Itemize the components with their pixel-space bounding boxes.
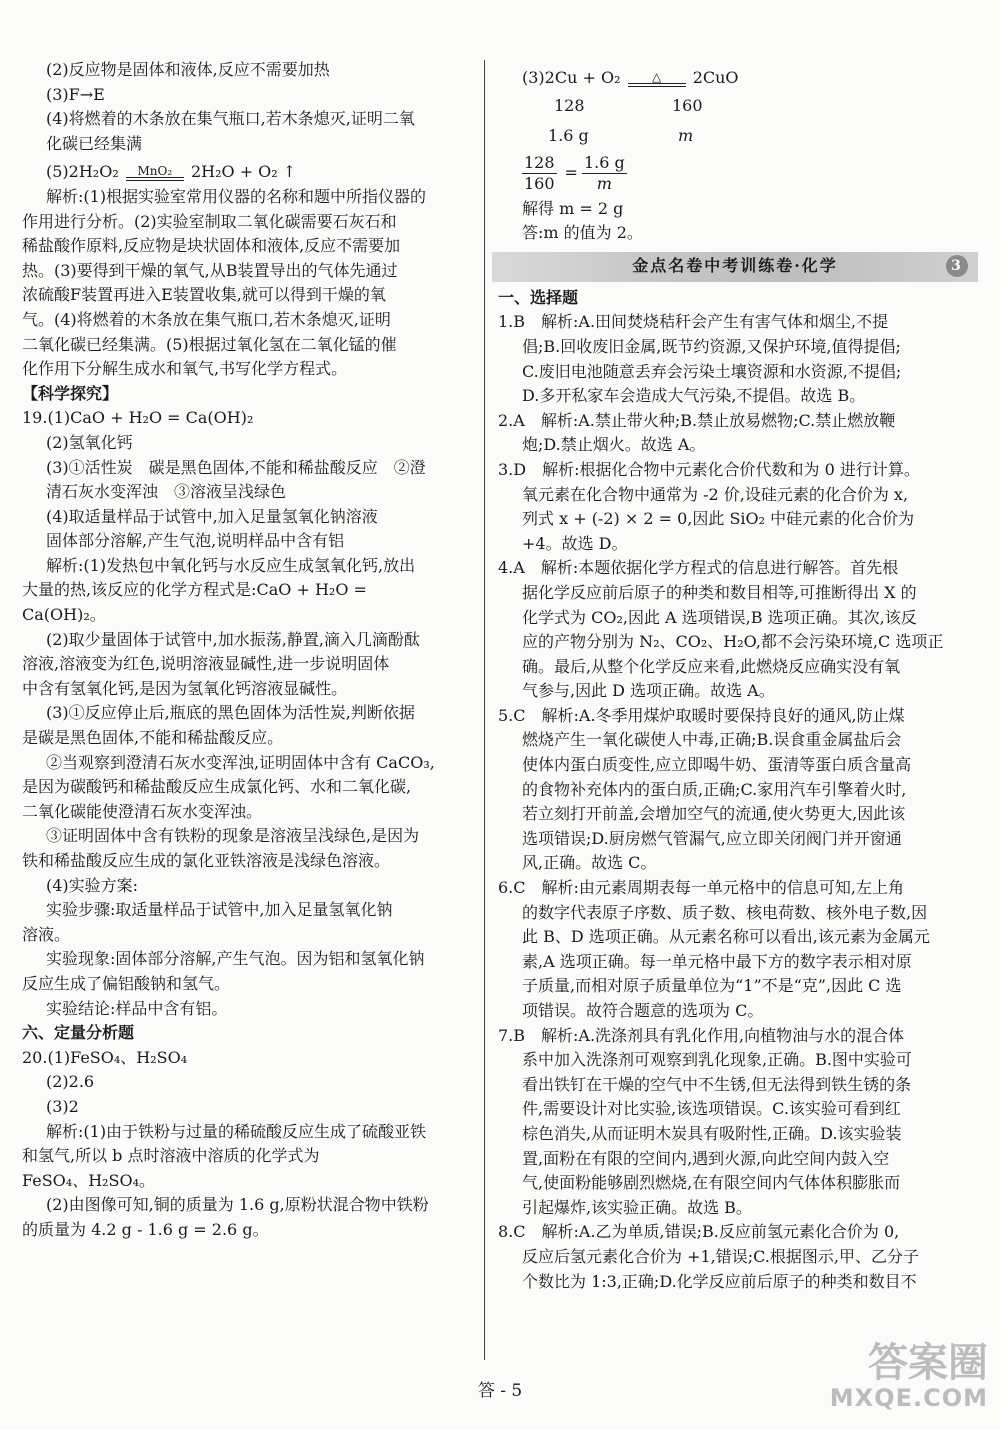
text-line: 和氢气,所以 b 点时溶液中溶质的化学式为 xyxy=(22,1146,320,1166)
equation-double-bar xyxy=(126,177,184,181)
section-heading: 一、选择题 xyxy=(498,287,579,307)
text-line: 答:m 的值为 2。 xyxy=(522,223,643,243)
text-line: (4)将燃着的木条放在集气瓶口,若木条熄灭,证明二氧 xyxy=(46,109,415,129)
text-line: D.多开私家车会造成大气污染,不提倡。故选 B。 xyxy=(522,386,866,406)
text-line: 风,正确。故选 C。 xyxy=(522,853,657,873)
section-banner xyxy=(492,252,978,282)
text-line: ②当观察到澄清石灰水变浑浊,证明固体中含有 CaCO₃, xyxy=(46,752,435,772)
text-line: (3)F→E xyxy=(46,84,105,104)
fraction-right: $\frac{1.6 g}{m}$ xyxy=(583,153,625,194)
equation-arrow xyxy=(126,165,184,181)
equation-right: 2CuO xyxy=(692,68,739,87)
molar-mass-cuo: 160 xyxy=(672,95,703,115)
text-line: (3)2 xyxy=(46,1096,79,1116)
text-line: 二氧化碳已经集满。(5)根据过氧化氢在二氧化锰的催 xyxy=(22,334,397,354)
text-line: 溶液,溶液变为红色,说明溶液显碱性,进一步说明固体 xyxy=(22,654,390,674)
equation-left: (3)2Cu + O₂ xyxy=(522,68,621,87)
text-line: 置,面粉在有限的空间内,遇到火源,向此空间内鼓入空 xyxy=(522,1148,890,1168)
text-line: 确。最后,从整个化学反应来看,此燃烧反应确实没有氧 xyxy=(522,656,901,676)
text-line: 是因为碳酸钙和稀盐酸反应生成氯化钙、水和二氧化碳, xyxy=(22,777,412,797)
left-column xyxy=(22,58,470,1243)
watermark-url: MXQE.COM xyxy=(829,1384,988,1412)
text-line: (4)实验方案: xyxy=(46,875,139,895)
text-line: 反应生成了偏铝酸钠和氢气。 xyxy=(22,973,231,993)
text-line: 是碳是黑色固体,不能和稀盐酸反应。 xyxy=(22,728,284,748)
text-line: FeSO₄、H₂SO₄。 xyxy=(22,1170,156,1190)
text-line: 看出铁钉在干燥的空气中不生锈,但无法得到铁生锈的条 xyxy=(522,1074,912,1094)
right-column xyxy=(498,58,976,1294)
watermark-title: 答案圈 xyxy=(868,1340,988,1386)
proportion xyxy=(498,151,976,197)
mass-row xyxy=(498,121,976,151)
text-line: 1.B 解析:A.田间焚烧秸秆会产生有害气体和烟尘,不提 xyxy=(498,312,889,332)
text-line: 解析:(1)发热包中氧化钙与水反应生成氢氧化钙,放出 xyxy=(46,555,416,575)
text-line: 倡;B.回收废旧金属,既节约资源,又保护环境,值得提倡; xyxy=(522,336,901,356)
text-line: 气,使面粉能够剧烈燃烧,在有限空间内气体体积膨胀而 xyxy=(522,1173,901,1193)
column-divider xyxy=(484,60,485,1360)
text-line: 化学式为 CO₂,因此 A 选项错误,B 选项正确。其次,该反 xyxy=(522,607,917,627)
equation-h2o2 xyxy=(22,160,470,185)
text-line: (2)由图像可知,铜的质量为 1.6 g,原粉状混合物中铁粉 xyxy=(46,1195,429,1215)
text-line: 化作用下分解生成水和氧气,书写化学方程式。 xyxy=(22,359,348,379)
text-line: 个数比为 1:3,正确;D.化学反应前后原子的种类和数目不 xyxy=(522,1271,917,1291)
text-line: (3)①反应停止后,瓶底的黑色固体为活性炭,判断依据 xyxy=(46,703,415,723)
equation-arrow xyxy=(628,71,686,87)
text-line: (3)①活性炭 碳是黑色固体,不能和稀盐酸反应 ②澄 xyxy=(46,457,426,477)
text-line: 气参与,因此 D 选项正确。故选 A。 xyxy=(522,681,775,701)
text-line: 件,需要设计对比实验,该选项错误。C.该实验可看到红 xyxy=(522,1099,901,1119)
text-line: 引起爆炸,该实验正确。故选 B。 xyxy=(522,1197,752,1217)
text-line: 的数字代表原子序数、质子数、核电荷数、核外电子数,因 xyxy=(522,902,928,922)
text-line: 素,A 选项正确。每一单元格中最下方的数字表示相对原 xyxy=(522,951,912,971)
text-line: 的食物补充体内的蛋白质,正确;C.家用汽车引擎着火时, xyxy=(522,779,907,799)
text-line: 选项错误;D.厨房燃气管漏气,应立即关闭阀门并开窗通 xyxy=(522,828,902,848)
text-line: 4.A 解析:本题依据化学方程式的信息进行解答。首先根 xyxy=(498,558,899,578)
text-line: 列式 x + (-2) × 2 = 0,因此 SiO₂ 中硅元素的化合价为 xyxy=(522,509,915,529)
ratio-row xyxy=(498,91,976,121)
banner-number: 3 xyxy=(946,255,968,277)
text-line: 热。(3)要得到干燥的氧气,从B装置导出的气体先通过 xyxy=(22,260,398,280)
text-line: 子质量,而相对原子质量单位为“1”不是“克”,因此 C 选 xyxy=(522,976,902,996)
text-line: 项错误。故符合题意的选项为 C。 xyxy=(522,1001,764,1020)
molar-mass-cu: 128 xyxy=(554,95,585,115)
text-line: 中含有氢氧化钙,是因为氢氧化钙溶液显碱性。 xyxy=(22,678,348,698)
text-line: (2)2.6 xyxy=(46,1072,95,1092)
text-line: 实验结论:样品中含有铝。 xyxy=(46,998,228,1018)
text-line: 棕色消失,从而证明木炭具有吸附性,正确。D.该实验装 xyxy=(522,1123,902,1143)
page-number: 答 - 5 xyxy=(477,1381,523,1401)
equation-right: 2H₂O + O₂ ↑ xyxy=(190,162,297,182)
text-line: 8.C 解析:A.乙为单质,错误;B.反应前氢元素化合价为 0, xyxy=(498,1222,900,1242)
text-line: 固体部分溶解,产生气泡,说明样品中含有铝 xyxy=(46,531,345,551)
text-line: 20.(1)FeSO₄、H₂SO₄ xyxy=(22,1047,188,1067)
equation-condition: MnO₂ xyxy=(137,163,173,178)
watermark-logo xyxy=(830,1342,988,1412)
text-line: 反应后氢元素化合价为 +1,错误;C.根据图示,甲、乙分子 xyxy=(522,1246,919,1266)
text-line: 燃烧产生一氧化碳使人中毒,正确;B.误食重金属盐后会 xyxy=(522,730,902,750)
equals-sign: = xyxy=(564,163,578,183)
text-line: (4)取适量样品于试管中,加入足量氢氧化钠溶液 xyxy=(46,506,378,526)
section-heading: 六、定量分析题 xyxy=(22,1023,135,1043)
equation-cu xyxy=(498,66,976,91)
text-line: 浓硫酸F装置再进入E装置收集,就可以得到干燥的氧 xyxy=(22,285,386,305)
text-line: 若立刻打开前盖,会增加空气的流通,使火势更大,因此该 xyxy=(522,804,906,824)
equation-condition: △ xyxy=(651,69,662,84)
text-line: ③证明固体中含有铁粉的现象是溶液呈浅绿色,是因为 xyxy=(46,826,420,846)
banner-title: 金点名卷中考训练卷·化学 xyxy=(632,256,838,276)
equation-double-bar xyxy=(628,83,686,87)
text-line: (2)取少量固体于试管中,加水振荡,静置,滴入几滴酚酞 xyxy=(46,629,420,649)
equation-left: (5)2H₂O₂ xyxy=(46,162,119,182)
text-line: 2.A 解析:A.禁止带火种;B.禁止放易燃物;C.禁止燃放鞭 xyxy=(498,410,896,430)
text-line: 铁和稀盐酸反应生成的氯化亚铁溶液是浅绿色溶液。 xyxy=(22,851,391,870)
text-line: C.废旧电池随意丢弃会污染土壤资源和水资源,不提倡; xyxy=(522,361,902,381)
unknown-mass: m xyxy=(678,125,694,145)
text-line: (2)氢氧化钙 xyxy=(46,432,133,452)
text-line: 大量的热,该反应的化学方程式是:CaO + H₂O = xyxy=(22,580,367,600)
text-line: 解析:(1)根据实验室常用仪器的名称和题中所指仪器的 xyxy=(46,186,427,206)
text-line: 氧元素在化合物中通常为 -2 价,设硅元素的化合价为 x, xyxy=(522,484,909,504)
text-line: 此 B、D 选项正确。从元素名称可以看出,该元素为金属元 xyxy=(522,927,930,947)
text-line: 的质量为 4.2 g - 1.6 g = 2.6 g。 xyxy=(22,1219,269,1239)
text-line: 气。(4)将燃着的木条放在集气瓶口,若木条熄灭,证明 xyxy=(22,309,391,329)
text-line: 稀盐酸作原料,反应物是块状固体和液体,反应不需要加 xyxy=(22,236,401,256)
section-heading: 【科学探究】 xyxy=(22,383,119,403)
text-line: 作用进行分析。(2)实验室制取二氧化碳需要石灰石和 xyxy=(22,211,397,231)
text-line: 炮;D.禁止烟火。故选 A。 xyxy=(522,435,706,455)
text-line: 7.B 解析:A.洗涤剂具有乳化作用,向植物油与水的混合体 xyxy=(498,1025,905,1045)
text-line: 实验现象:固体部分溶解,产生气泡。因为铝和氢氧化钠 xyxy=(46,949,425,969)
text-line: 实验步骤:取适量样品于试管中,加入足量氢氧化钠 xyxy=(46,900,393,920)
text-line: 解得 m = 2 g xyxy=(522,198,624,218)
text-line: Ca(OH)₂。 xyxy=(22,605,106,625)
text-line: 系中加入洗涤剂可观察到乳化现象,正确。B.图中实验可 xyxy=(522,1050,912,1070)
text-line: 5.C 解析:A.冬季用煤炉取暖时要保持良好的通风,防止煤 xyxy=(498,705,905,725)
text-line: 溶液。 xyxy=(22,924,71,944)
text-line: 6.C 解析:由元素周期表每一单元格中的信息可知,左上角 xyxy=(498,878,904,898)
text-line: 清石灰水变浑浊 ③溶液呈浅绿色 xyxy=(46,482,287,502)
text-line: 3.D 解析:根据化合物中元素化合价代数和为 0 进行计算。 xyxy=(498,459,920,479)
text-line: (2)反应物是固体和液体,反应不需要加热 xyxy=(46,60,330,79)
text-line: 应的产物分别为 N₂、CO₂、H₂O,都不会污染环境,C 选项正 xyxy=(522,632,944,652)
text-line: 使体内蛋白质变性,应立即喝牛奶、蛋清等蛋白质含量高 xyxy=(522,755,912,775)
fraction-left: $\frac{128}{160}$ xyxy=(524,153,555,194)
text-line: 解析:(1)由于铁粉与过量的稀硫酸反应生成了硫酸亚铁 xyxy=(46,1121,427,1141)
text-line: 据化学反应前后原子的种类和数目相等,可推断得出 X 的 xyxy=(522,582,917,602)
given-mass: 1.6 g xyxy=(548,125,589,145)
text-line: 二氧化碳能使澄清石灰水变浑浊。 xyxy=(22,801,263,821)
text-line: +4。故选 D。 xyxy=(522,533,628,553)
text-line: 19.(1)CaO + H₂O = Ca(OH)₂ xyxy=(22,408,254,428)
text-line: 化碳已经集满 xyxy=(46,133,143,153)
